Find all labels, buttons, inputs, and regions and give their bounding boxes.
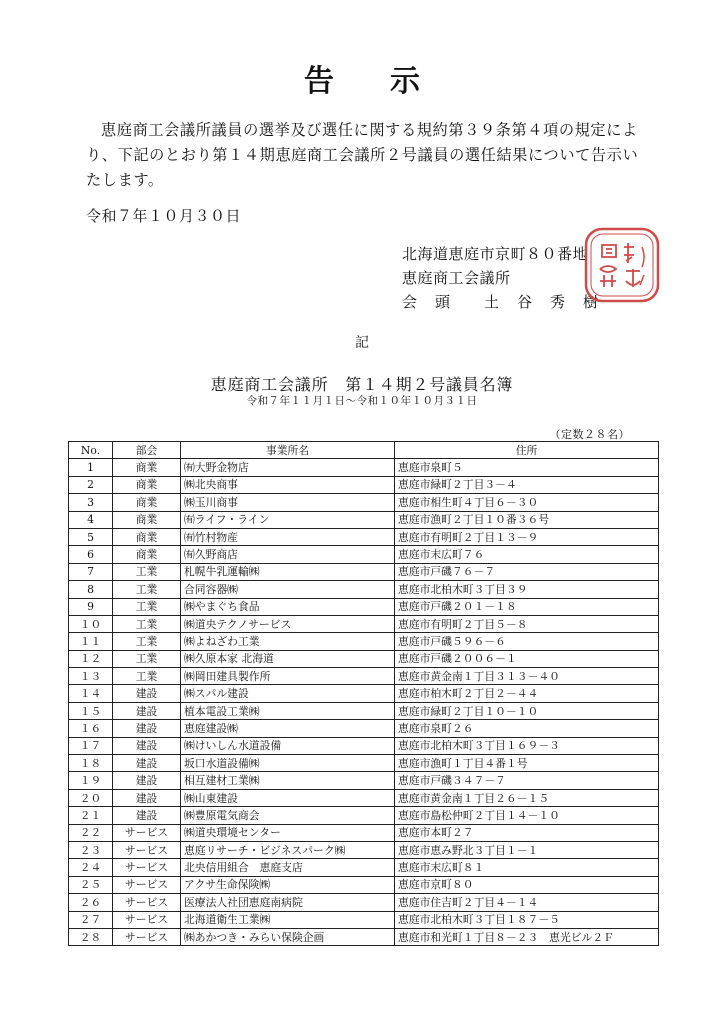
table-row: [69, 563, 659, 580]
cell-dept: 工業: [113, 650, 181, 667]
table-row: [69, 720, 659, 737]
cell-no: ２１: [69, 807, 113, 824]
table-row: [69, 737, 659, 754]
cell-business: アクサ生命保険㈱: [181, 876, 395, 893]
cell-business: ㈱久原本家 北海道: [181, 650, 395, 667]
cell-business: ㈱道央テクノサービス: [181, 615, 395, 632]
table-row: [69, 789, 659, 806]
cell-dept: 商業: [113, 494, 181, 511]
cell-business: 坂口水道設備㈱: [181, 755, 395, 772]
cell-business: ㈲竹村物産: [181, 528, 395, 545]
cell-business: ㈲久野商店: [181, 546, 395, 563]
cell-address: 恵庭市戸磯３４７－７: [395, 772, 659, 789]
cell-business: ㈱けいしん水道設備: [181, 737, 395, 754]
cell-address: 恵庭市恵み野北３丁目１－１: [395, 841, 659, 858]
cell-address: 恵庭市緑町２丁目１０－１０: [395, 702, 659, 719]
cell-address: 恵庭市北柏木町３丁目３９: [395, 581, 659, 598]
cell-dept: 商業: [113, 511, 181, 528]
table-row: [69, 859, 659, 876]
cell-address: 恵庭市北柏木町３丁目１６９－３: [395, 737, 659, 754]
cell-address: 恵庭市漁町２丁目１０番３６号: [395, 511, 659, 528]
cell-business: 恵庭リサーチ・ビジネスパーク㈱: [181, 841, 395, 858]
roster-title: 恵庭商工会議所 第１４期２号議員名簿: [210, 375, 514, 394]
table-row: [69, 876, 659, 893]
official-seal-icon: [582, 225, 662, 305]
cell-no: 3: [69, 494, 113, 511]
table-row: [69, 476, 659, 493]
table-row: [69, 494, 659, 511]
cell-no: １１: [69, 633, 113, 650]
table-row: [69, 528, 659, 545]
cell-address: 恵庭市京町８０: [395, 876, 659, 893]
cell-business: ㈱あかつき・みらい保険企画: [181, 928, 395, 945]
cell-address: 恵庭市住吉町２丁目４－１４: [395, 894, 659, 911]
cell-address: 恵庭市漁町１丁目４番１号: [395, 755, 659, 772]
cell-dept: 工業: [113, 668, 181, 685]
cell-address: 恵庭市末広町８１: [395, 859, 659, 876]
cell-dept: 工業: [113, 581, 181, 598]
issuer-role: 会頭: [402, 293, 469, 311]
notice-title: 告示: [304, 64, 476, 99]
cell-business: ㈱よねざわ工業: [181, 633, 395, 650]
table-row: [69, 772, 659, 789]
table-row: [69, 581, 659, 598]
cell-no: 5: [69, 528, 113, 545]
cell-address: 恵庭市和光町１丁目８－２３ 恵光ビル２Ｆ: [395, 928, 659, 945]
header-business: 事業所名: [181, 442, 395, 459]
cell-no: 7: [69, 563, 113, 580]
cell-address: 恵庭市戸磯２００６－１: [395, 650, 659, 667]
table-row: [69, 598, 659, 615]
cell-address: 恵庭市泉町５: [395, 459, 659, 476]
cell-address: 恵庭市黄金南１丁目２６－１５: [395, 789, 659, 806]
table-row: [69, 702, 659, 719]
cell-no: ２８: [69, 928, 113, 945]
table-row: [69, 546, 659, 563]
issuer-address: 北海道恵庭市京町８０番地: [402, 245, 589, 263]
cell-no: １８: [69, 755, 113, 772]
cell-dept: サービス: [113, 841, 181, 858]
cell-dept: 商業: [113, 546, 181, 563]
cell-no: １２: [69, 650, 113, 667]
roster-quota: （定数２８名）: [549, 428, 630, 441]
cell-address: 恵庭市島松仲町２丁目１４－１０: [395, 807, 659, 824]
cell-no: ２６: [69, 894, 113, 911]
table-row: [69, 459, 659, 476]
cell-dept: 建設: [113, 685, 181, 702]
issuer-name: 土谷秀樹: [484, 293, 617, 311]
roster-body: [69, 459, 659, 946]
roster-table: [68, 441, 659, 946]
cell-dept: 商業: [113, 459, 181, 476]
table-row: [69, 633, 659, 650]
issuer-org: 恵庭商工会議所: [402, 269, 511, 287]
cell-business: 北央信用組合 恵庭支店: [181, 859, 395, 876]
cell-address: 恵庭市黄金南１丁目３１３－４０: [395, 668, 659, 685]
cell-no: １３: [69, 668, 113, 685]
notice-date: 令和７年１０月３０日: [86, 207, 242, 225]
cell-business: ㈱道央環境センター: [181, 824, 395, 841]
cell-no: １５: [69, 702, 113, 719]
cell-dept: 建設: [113, 755, 181, 772]
table-row: [69, 807, 659, 824]
cell-dept: 建設: [113, 737, 181, 754]
cell-business: 北海道衛生工業㈱: [181, 911, 395, 928]
table-row: [69, 824, 659, 841]
cell-no: １０: [69, 615, 113, 632]
cell-business: ㈱北央商事: [181, 476, 395, 493]
cell-no: １６: [69, 720, 113, 737]
cell-business: 相互建材工業㈱: [181, 772, 395, 789]
cell-dept: 工業: [113, 563, 181, 580]
table-header-row: [69, 442, 659, 459]
ki-label: 記: [355, 335, 369, 351]
cell-business: 合同容器㈱: [181, 581, 395, 598]
table-row: [69, 755, 659, 772]
cell-no: ２３: [69, 841, 113, 858]
table-row: [69, 911, 659, 928]
cell-no: 6: [69, 546, 113, 563]
cell-dept: 建設: [113, 807, 181, 824]
cell-dept: 建設: [113, 720, 181, 737]
cell-dept: サービス: [113, 894, 181, 911]
cell-no: 1: [69, 459, 113, 476]
cell-business: ㈲ライフ・ライン: [181, 511, 395, 528]
cell-address: 恵庭市相生町４丁目６－３０: [395, 494, 659, 511]
cell-business: ㈱やまぐち食品: [181, 598, 395, 615]
table-row: [69, 894, 659, 911]
cell-address: 恵庭市柏木町２丁目２－４４: [395, 685, 659, 702]
cell-no: ２７: [69, 911, 113, 928]
cell-business: ㈲大野金物店: [181, 459, 395, 476]
cell-business: 医療法人社団恵庭南病院: [181, 894, 395, 911]
cell-business: ㈱豊原電気商会: [181, 807, 395, 824]
cell-business: ㈱山東建設: [181, 789, 395, 806]
cell-dept: サービス: [113, 824, 181, 841]
cell-no: １７: [69, 737, 113, 754]
cell-business: ㈱玉川商事: [181, 494, 395, 511]
cell-no: １４: [69, 685, 113, 702]
cell-address: 恵庭市本町２７: [395, 824, 659, 841]
cell-dept: サービス: [113, 859, 181, 876]
cell-business: ㈱スパル建設: [181, 685, 395, 702]
table-row: [69, 841, 659, 858]
cell-dept: サービス: [113, 911, 181, 928]
cell-address: 恵庭市戸磯７６－７: [395, 563, 659, 580]
cell-dept: サービス: [113, 876, 181, 893]
cell-address: 恵庭市戸磯２０１－１８: [395, 598, 659, 615]
cell-business: ㈱岡田建具製作所: [181, 668, 395, 685]
cell-no: 4: [69, 511, 113, 528]
cell-dept: 商業: [113, 528, 181, 545]
cell-business: 札幌牛乳運輸㈱: [181, 563, 395, 580]
cell-no: ２２: [69, 824, 113, 841]
cell-dept: 商業: [113, 476, 181, 493]
roster-period: 令和７年１１月１日～令和１０年１０月３１日: [246, 395, 478, 407]
header-no: No.: [69, 442, 113, 459]
cell-no: ２０: [69, 789, 113, 806]
cell-dept: 工業: [113, 615, 181, 632]
cell-no: 8: [69, 581, 113, 598]
cell-address: 恵庭市有明町２丁目５－８: [395, 615, 659, 632]
cell-business: 恵庭建設㈱: [181, 720, 395, 737]
cell-business: 植本電設工業㈱: [181, 702, 395, 719]
table-row: [69, 685, 659, 702]
cell-dept: サービス: [113, 928, 181, 945]
cell-address: 恵庭市有明町２丁目１３－９: [395, 528, 659, 545]
table-row: [69, 928, 659, 945]
table-row: [69, 615, 659, 632]
cell-dept: 建設: [113, 702, 181, 719]
cell-address: 恵庭市末広町７６: [395, 546, 659, 563]
cell-dept: 建設: [113, 772, 181, 789]
cell-dept: 工業: [113, 598, 181, 615]
cell-no: 2: [69, 476, 113, 493]
table-row: [69, 650, 659, 667]
cell-address: 恵庭市北柏木町３丁目１８７－５: [395, 911, 659, 928]
cell-address: 恵庭市泉町２６: [395, 720, 659, 737]
cell-no: ２５: [69, 876, 113, 893]
notice-body: [86, 118, 646, 193]
header-address: 住所: [395, 442, 659, 459]
header-dept: 部会: [113, 442, 181, 459]
table-row: [69, 511, 659, 528]
cell-no: １９: [69, 772, 113, 789]
table-row: [69, 668, 659, 685]
cell-dept: 建設: [113, 789, 181, 806]
cell-no: ２４: [69, 859, 113, 876]
cell-dept: 工業: [113, 633, 181, 650]
notice-body-text: 恵庭商工会議所議員の選挙及び選任に関する規約第３９条第４項の規定により、下記のとおり第１４期恵庭商工会議所２号議員の選任結果について告示いたします。: [86, 121, 639, 189]
cell-address: 恵庭市戸磯５９６－６: [395, 633, 659, 650]
cell-no: 9: [69, 598, 113, 615]
cell-address: 恵庭市緑町２丁目３－４: [395, 476, 659, 493]
